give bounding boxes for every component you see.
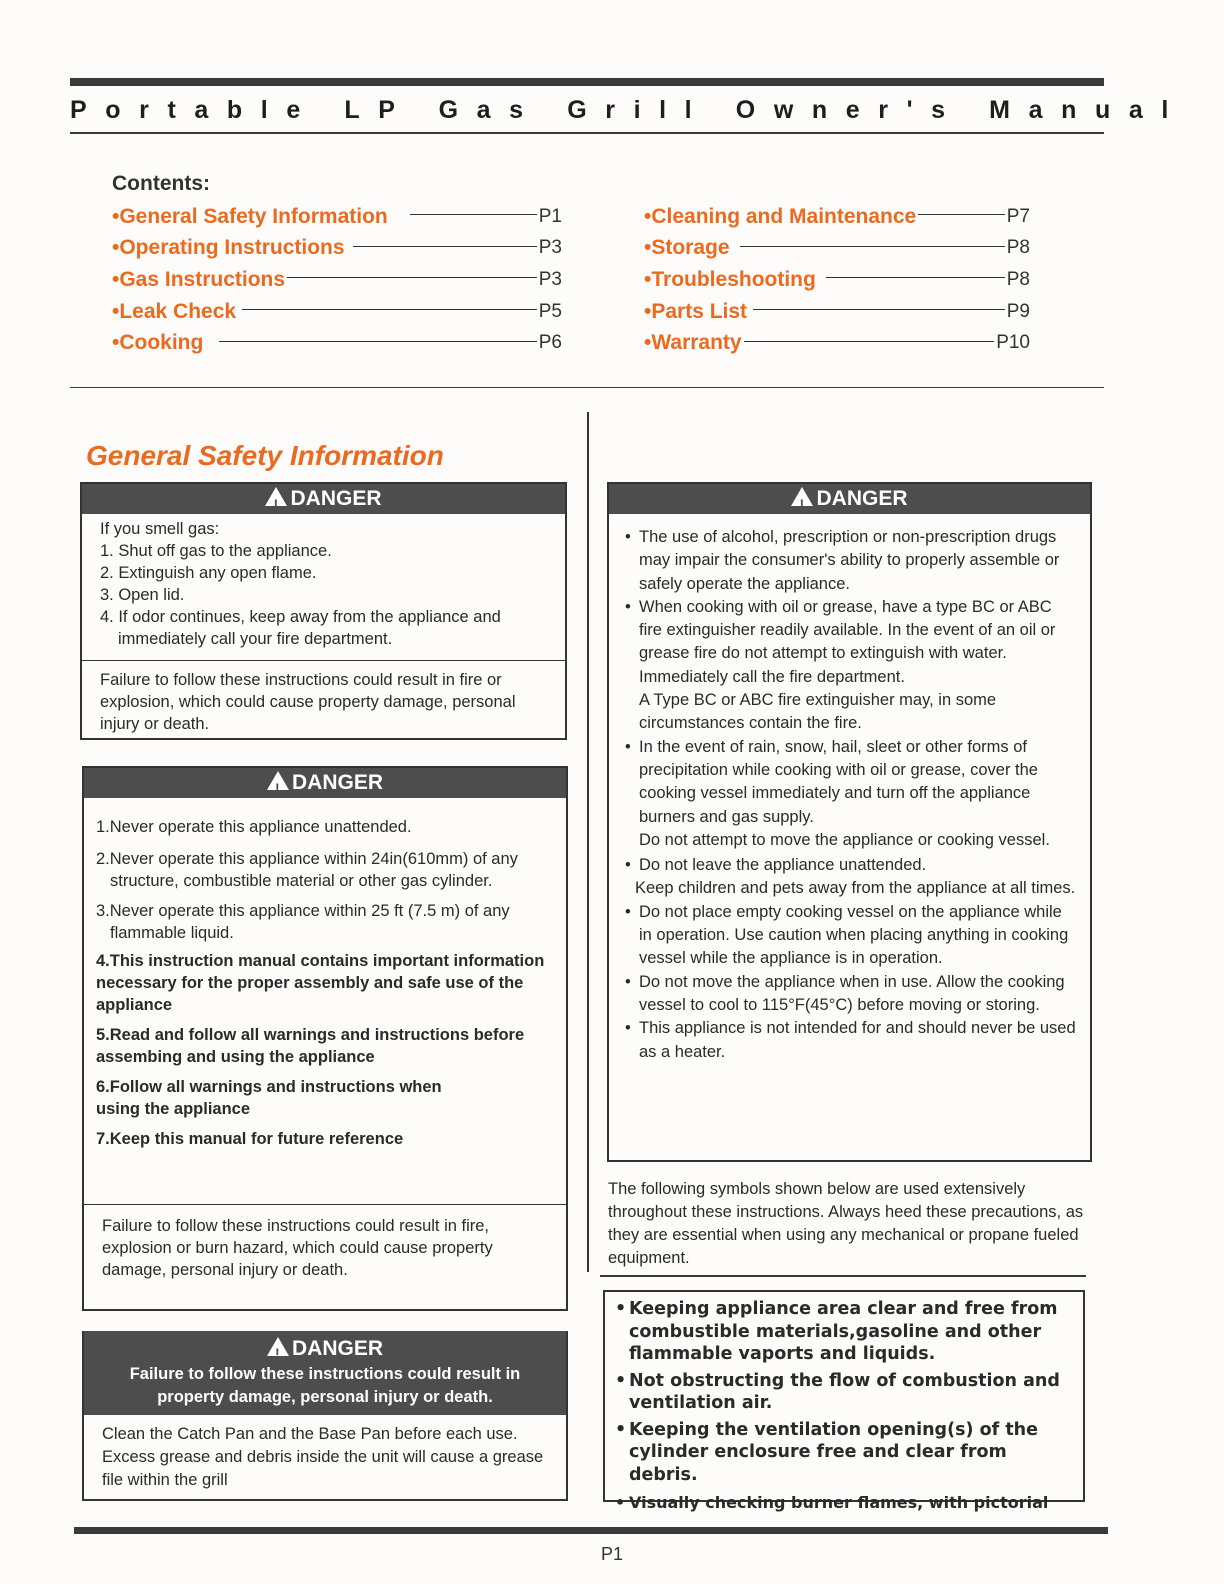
precaution-box (603, 1290, 1085, 1512)
list-item-continued: immediately call your fire department. (118, 630, 393, 648)
toc-entry-page: P10 (996, 332, 1030, 354)
danger-box-body (84, 798, 566, 1204)
contents-label: Contents: (112, 172, 210, 195)
precaution-list (605, 1292, 1083, 1515)
list-item-continued: Keep children and pets away from the appliance at all times. (635, 879, 1076, 898)
header-top-rule (70, 78, 1104, 86)
list-item: • The use of alcohol, prescription or non-prescription drugs may impair the consumer's ability to properly assemble or safely operate the appliance. (623, 526, 1076, 596)
warning-icon (265, 487, 287, 506)
list-item: • Keeping the ventilation opening(s) of the cylinder enclosure free and clear from debris. (613, 1419, 1077, 1487)
list-item: • This appliance is not intended for and should never be used as a heater. (623, 1017, 1076, 1064)
toc-entry[interactable] (112, 233, 562, 265)
toc-entry-label: •Operating Instructions (112, 236, 345, 260)
list-item: 1. Shut off gas to the appliance. (100, 542, 332, 560)
footer-rule (74, 1527, 1108, 1534)
contents-divider (70, 387, 1104, 388)
toc-entry-page: P1 (538, 205, 562, 227)
toc-entry-label: •Gas Instructions (112, 267, 286, 291)
column-divider (587, 412, 589, 1272)
warning-icon (791, 487, 813, 506)
toc-entry-label: •Cooking (112, 331, 204, 355)
warning-icon (267, 771, 289, 790)
danger-box-operation (82, 766, 568, 1311)
header-bottom-rule (70, 132, 1104, 134)
danger-label: DANGER (816, 487, 908, 510)
toc-entry[interactable] (112, 327, 562, 359)
danger-header (84, 1331, 566, 1415)
danger-label: DANGER (290, 487, 382, 510)
toc-entry-label: •General Safety Information (112, 204, 388, 228)
warning-icon (267, 1337, 289, 1356)
toc-leader-line (740, 246, 1005, 247)
list-item: • Not obstructing the flow of combustion and ventilation air. (613, 1370, 1077, 1415)
list-item-continued: Do not attempt to move the appliance or cooking vessel. (639, 830, 1050, 849)
toc-entry[interactable] (112, 264, 562, 296)
list-item: 3. Open lid. (100, 586, 185, 604)
manual-title: Portable LP Gas Grill Owner's Manual (70, 96, 1187, 124)
section-title: General Safety Information (86, 440, 444, 471)
toc-entry-label: •Storage (644, 236, 730, 260)
list-item: • When cooking with oil or grease, have a type BC or ABC fire extinguisher readily available. In the event of an oil or grease fire do not attempt to extinguish with water. Immediately call the fire department. (623, 596, 1076, 689)
toc-entry-label: •Cleaning and Maintenance (644, 204, 917, 228)
danger-header (82, 484, 565, 514)
toc-entry-label: •Troubleshooting (644, 267, 816, 291)
list-item: • Do not place empty cooking vessel on the appliance while in operation. Use caution when placing anything in cooking vessel while the appliance is in operation. (623, 901, 1076, 971)
toc-leader-line (744, 341, 995, 342)
bold-list-item: 4.This instruction manual contains important information necessary for the proper assembly and safe use of the appliance (96, 952, 545, 1014)
toc-entry-page: P7 (1006, 205, 1030, 227)
danger-label: DANGER (291, 1337, 383, 1360)
toc-entry-label: •Leak Check (112, 299, 237, 323)
list-item: • Keeping appliance area clear and free from combustible materials,gasoline and other flammable vaports and liquids. (613, 1298, 1077, 1366)
bold-list-item: 6.Follow all warnings and instructions when using the appliance (96, 1078, 442, 1118)
danger-label: DANGER (291, 771, 383, 794)
toc-leader-line (287, 277, 537, 278)
list-item: 3.Never operate this appliance within 25 ft (7.5 m) of any flammable liquid. (96, 902, 510, 942)
toc-leader-line (753, 309, 1005, 310)
toc-entry[interactable] (644, 201, 1030, 233)
toc-leader-line (219, 341, 536, 342)
danger-intro: If you smell gas: (100, 520, 220, 538)
toc-entry-page: P9 (1006, 300, 1030, 322)
toc-left-column (112, 201, 562, 359)
toc-entry[interactable] (644, 327, 1030, 359)
list-item: • Do not leave the appliance unattended. (623, 854, 1076, 877)
list-item: 2. Extinguish any open flame. (100, 564, 317, 582)
toc-entry-label: •Parts List (644, 299, 748, 323)
symbols-paragraph: The following symbols shown below are used extensively throughout these instructions. Always heed these precautions, as they are essential when using any mechanical or propane fueled equipment. (608, 1180, 1084, 1267)
bold-list-item: 5.Read and follow all warnings and instructions before assembing and using the appliance (96, 1026, 525, 1066)
list-item: • Visually checking burner flames, with pictorial (613, 1492, 1077, 1515)
toc-entry-page: P5 (538, 300, 562, 322)
toc-entry-page: P8 (1006, 268, 1030, 290)
danger-box-footer: Failure to follow these instructions could result in fire or explosion, which could cause property damage, personal injury or death. (100, 671, 516, 733)
toc-entry[interactable] (644, 233, 1030, 265)
danger-box-gas-smell (80, 482, 567, 740)
danger-box-precautions (607, 482, 1092, 1162)
list-item-continued: A Type BC or ABC fire extinguisher may, in some circumstances contain the fire. (639, 691, 997, 733)
toc-entry-page: P3 (538, 268, 562, 290)
toc-entry[interactable] (644, 296, 1030, 328)
symbols-divider (600, 1275, 1086, 1277)
danger-box-body (82, 514, 565, 660)
toc-leader-line (410, 214, 537, 215)
danger-header (84, 768, 566, 798)
page-number: P1 (600, 1544, 624, 1564)
toc-entry-label: •Warranty (644, 331, 742, 355)
toc-entry[interactable] (112, 201, 562, 233)
list-item: • In the event of rain, snow, hail, sleet or other forms of precipitation while cooking with oil or grease, cover the cooking vessel immediately and turn off the appliance burners and gas supply. (623, 736, 1076, 829)
toc-entry-page: P6 (538, 332, 562, 354)
danger-header (609, 484, 1090, 514)
danger-box-body (609, 514, 1090, 1064)
danger-subtitle: Failure to follow these instructions could result in property damage, personal injury or death. (129, 1365, 521, 1406)
danger-box-footer: Failure to follow these instructions could result in fire, explosion or burn hazard, which could cause property damage, personal injury or death. (102, 1217, 493, 1279)
toc-leader-line (918, 214, 1005, 215)
toc-leader-line (826, 277, 1005, 278)
toc-leader-line (353, 246, 537, 247)
list-item: 4. If odor continues, keep away from the appliance and (100, 608, 501, 626)
list-item: • Do not move the appliance when in use. Allow the cooking vessel to cool to 115°F(45°C) before moving or storing. (623, 971, 1076, 1018)
toc-entry[interactable] (112, 296, 562, 328)
list-item: 2.Never operate this appliance within 24in(610mm) of any structure, combustible material or other gas cylinder. (96, 850, 518, 890)
toc-entry-page: P8 (1006, 237, 1030, 259)
list-item: 1.Never operate this appliance unattended. (96, 818, 412, 836)
bold-list-item: 7.Keep this manual for future reference (96, 1130, 404, 1148)
toc-right-column (644, 201, 1030, 359)
danger-box-body: Clean the Catch Pan and the Base Pan before each use. Excess grease and debris inside the unit will cause a grease file within the grill (102, 1425, 544, 1489)
danger-box-cleaning (82, 1331, 568, 1501)
toc-entry[interactable] (644, 264, 1030, 296)
toc-leader-line (242, 309, 537, 310)
toc-entry-page: P3 (538, 237, 562, 259)
